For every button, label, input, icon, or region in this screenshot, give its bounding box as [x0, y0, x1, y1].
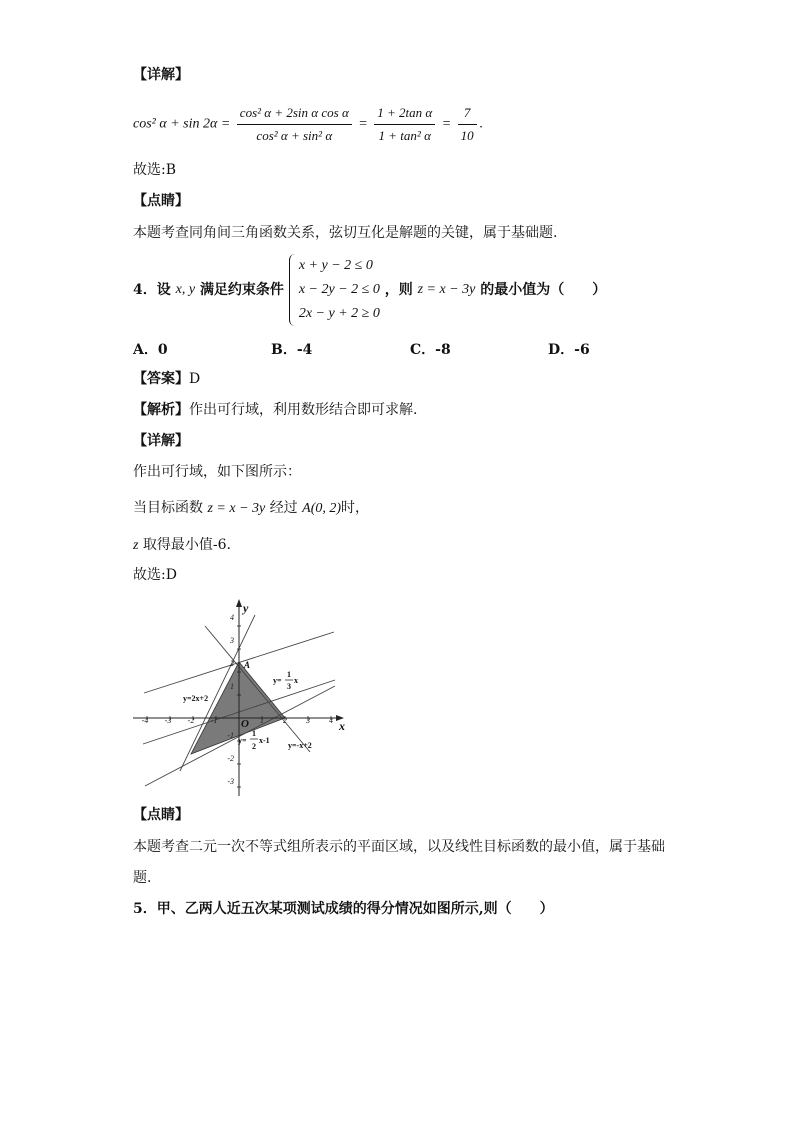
q4-comment-2: 题.: [133, 870, 152, 886]
q4-stem-then: ，则: [384, 282, 413, 298]
q3-fraction-2-num: 1 + 2tan α: [374, 104, 435, 125]
label-half-pre: y=: [238, 736, 247, 745]
q3-formula-lhs: cos² α + sin 2α =: [133, 116, 231, 132]
q4-detail-heading: 【详解】: [133, 433, 189, 449]
q4-constraint-3: 2x − y + 2 ≥ 0: [298, 306, 380, 321]
label-third-post: x: [294, 676, 298, 685]
y-tick-label: 1: [230, 682, 234, 691]
q4-detail-3-var: z: [133, 538, 139, 553]
label-half-den: 2: [252, 742, 256, 751]
y-tick-label: 4: [230, 613, 234, 622]
q4-answer-value: D: [189, 371, 201, 387]
q4-analysis: [133, 401, 417, 419]
q4-vars: x, y: [175, 282, 196, 297]
q3-fraction-3-den: 10: [460, 128, 474, 143]
y-tick-label: -3: [227, 777, 234, 786]
q3-fraction-1: [237, 104, 352, 145]
q3-detail-heading: 【详解】: [133, 67, 189, 83]
y-axis-arrow-icon: [236, 599, 242, 607]
q4-stem-mid: 满足约束条件: [199, 282, 284, 298]
y-tick-label: -1: [227, 731, 234, 740]
label-third-den: 3: [287, 682, 291, 691]
q3-fraction-2: [374, 104, 435, 145]
q4-choice: 故选:D: [133, 567, 177, 583]
q4-option-b: B．-4: [271, 342, 313, 358]
y-axis-label: y: [243, 601, 249, 615]
q3-comment-heading: 【点睛】: [133, 193, 189, 209]
q4-constraint-1: x + y − 2 ≤ 0: [298, 258, 373, 273]
label-half-num: 1: [252, 729, 256, 738]
q4-constraint-system: [289, 254, 380, 326]
q4-option-c: C．-8: [410, 342, 451, 358]
q3-formula: [133, 104, 483, 145]
q3-choice: 故选:B: [133, 162, 177, 178]
x-tick-label: 1: [260, 716, 264, 725]
q4-stem-prefix: 4．设: [133, 282, 171, 298]
q4-detail-3: [133, 536, 231, 555]
q4-feasible-region-graph: [130, 596, 360, 798]
q3-fraction-1-num: cos² α + 2sin α cos α: [237, 104, 352, 125]
q4-detail-2-point: A(0, 2): [302, 501, 342, 516]
label-y-2x-2: y=2x+2: [183, 694, 209, 703]
q4-comment-heading: 【点睛】: [133, 807, 189, 823]
label-half-post: x-1: [259, 736, 270, 745]
q4-analysis-label: 【解析】: [133, 402, 189, 418]
q3-fraction-3: [458, 104, 477, 145]
x-tick-label: 2: [283, 716, 287, 725]
q4-option-a: A．0: [133, 342, 168, 358]
q3-fraction-3-num: 7: [458, 104, 477, 125]
x-tick-label: -4: [141, 716, 149, 725]
q4-constraint-2: x − 2y − 2 ≤ 0: [298, 282, 380, 297]
q4-objective: z = x − 3y: [417, 282, 476, 297]
q4-answer-label: 【答案】: [133, 371, 189, 387]
q3-fraction-2-den: 1 + tan² α: [378, 128, 431, 143]
q4-detail-2: [133, 499, 369, 518]
origin-label: O: [241, 718, 249, 730]
y-tick-label: 2: [230, 659, 234, 668]
q5-stem: 5．甲、乙两人近五次某项测试成绩的得分情况如图所示,则（ ）: [133, 901, 554, 917]
q4-detail-2-mid: 经过: [269, 500, 298, 516]
q4-analysis-text: 作出可行域，利用数形结合即可求解.: [189, 402, 418, 418]
q4-detail-2-post: 时，: [341, 500, 370, 516]
label-y-negx-2: y=-x+2: [288, 741, 312, 750]
y-tick-label: 3: [230, 636, 234, 645]
point-a-label: A: [244, 660, 251, 670]
x-tick-label: 4: [329, 716, 333, 725]
q3-fraction-1-den: cos² α + sin² α: [256, 128, 333, 143]
x-tick-label: -2: [187, 716, 195, 725]
q4-comment-1: 本题考查二元一次不等式组所表示的平面区域，以及线性目标函数的最小值，属于基础: [133, 839, 665, 855]
label-third-pre: y=: [273, 676, 282, 685]
q4-detail-1: 作出可行域，如下图所示：: [133, 464, 301, 480]
brace-icon: [289, 254, 298, 326]
q4-stem: [133, 254, 606, 326]
q3-equals-2: =: [441, 116, 452, 132]
x-tick-label: 3: [306, 716, 310, 725]
label-third-num: 1: [287, 670, 291, 679]
x-tick-label: -1: [210, 716, 218, 725]
q4-stem-suffix: 的最小值为（ ）: [480, 282, 607, 298]
x-axis-label: x: [339, 719, 345, 733]
label-y-third-x: [273, 670, 298, 691]
q4-detail-2-pre: 当目标函数: [133, 500, 203, 516]
q3-comment: 本题考查同角间三角函数关系，弦切互化是解题的关键，属于基础题.: [133, 225, 558, 241]
y-tick-label: -2: [227, 754, 234, 763]
q3-equals-1: =: [358, 116, 368, 132]
q4-option-d: D．-6: [548, 342, 590, 358]
q4-detail-3-text: 取得最小值-6.: [142, 537, 231, 553]
q4-answer: [133, 370, 200, 388]
x-tick-label: -3: [164, 716, 172, 725]
q4-detail-2-objective: z = x − 3y: [207, 501, 266, 516]
q3-period: .: [479, 116, 484, 132]
